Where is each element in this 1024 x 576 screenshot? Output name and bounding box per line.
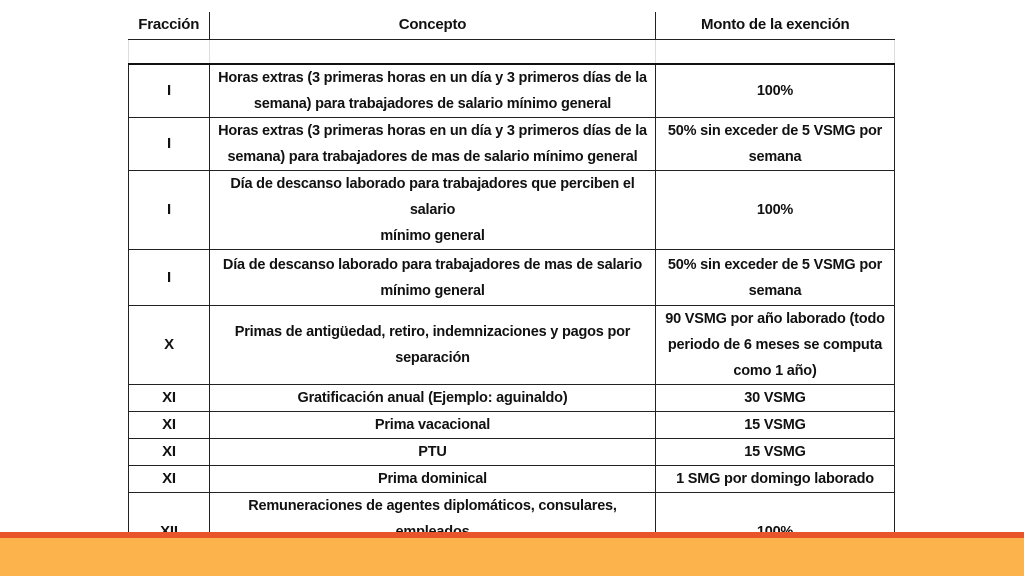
header-fraccion: Fracción	[129, 12, 210, 39]
monto-cell: 30 VSMG	[656, 385, 895, 412]
spacer-cell	[656, 39, 895, 64]
concepto-cell: Gratificación anual (Ejemplo: aguinaldo)	[210, 385, 656, 412]
concepto-line: Día de descanso laborado para trabajadores que perciben el salario	[230, 176, 635, 218]
footer-band	[0, 538, 1024, 576]
table-row	[129, 64, 895, 118]
concepto-line: mínimo general	[380, 282, 485, 299]
spacer-cell	[129, 39, 210, 64]
concepto-cell: Prima dominical	[210, 466, 656, 493]
monto-cell	[656, 64, 895, 118]
fraccion-cell: I	[129, 64, 210, 118]
concepto-line: Horas extras (3 primeras horas en un día y 3 primeros días de la	[218, 123, 647, 139]
table-row	[129, 250, 895, 306]
monto-line: 100%	[756, 202, 794, 218]
monto-cell	[656, 171, 895, 250]
table-spacer-row	[129, 39, 895, 64]
monto-cell: 15 VSMG	[656, 439, 895, 466]
table-header-row	[129, 12, 895, 39]
fraccion-cell: X	[129, 306, 210, 385]
header-concepto: Concepto	[210, 12, 656, 39]
monto-line: periodo de 6 meses se computa	[667, 337, 883, 353]
concepto-cell	[210, 250, 656, 306]
concepto-line: separación	[395, 350, 470, 366]
fraccion-cell: XI	[129, 466, 210, 493]
fraccion-cell: I	[129, 171, 210, 250]
concepto-cell	[210, 171, 656, 250]
concepto-line: Día de descanso laborado para trabajadores de mas de salario	[222, 256, 643, 273]
fraccion-cell: I	[129, 250, 210, 306]
monto-cell: 15 VSMG	[656, 412, 895, 439]
monto-cell: 1 SMG por domingo laborado	[656, 466, 895, 493]
table-row	[129, 385, 895, 412]
table-row	[129, 439, 895, 466]
table-row	[129, 118, 895, 171]
concepto-line: Horas extras (3 primeras horas en un día y 3 primeros días de la	[218, 70, 647, 86]
monto-line: 50% sin exceder de 5 VSMG por	[667, 123, 883, 139]
concepto-cell	[210, 306, 656, 385]
fraccion-cell: I	[129, 118, 210, 171]
fraccion-cell: XI	[129, 439, 210, 466]
concepto-line: semana) para trabajadores de mas de salario mínimo general	[227, 149, 638, 165]
spacer-cell	[210, 39, 656, 64]
table-row	[129, 171, 895, 250]
concepto-cell: Prima vacacional	[210, 412, 656, 439]
monto-line: semana	[748, 282, 802, 299]
monto-line: semana	[748, 149, 802, 165]
concepto-cell	[210, 64, 656, 118]
monto-line: 100%	[756, 83, 794, 99]
concepto-line: Remuneraciones de agentes diplomáticos, consulares,	[248, 498, 617, 514]
fraccion-cell: XI	[129, 385, 210, 412]
exemptions-table	[128, 12, 895, 572]
monto-cell	[656, 250, 895, 306]
monto-line: 90 VSMG por año laborado (todo	[665, 311, 885, 327]
concepto-line: mínimo general	[380, 228, 485, 244]
monto-cell	[656, 118, 895, 171]
table-row	[129, 466, 895, 493]
table-row	[129, 306, 895, 385]
monto-cell	[656, 306, 895, 385]
concepto-cell	[210, 118, 656, 171]
concepto-line: semana) para trabajadores de salario mínimo general	[253, 96, 612, 112]
monto-line: como 1 año)	[733, 363, 817, 379]
concepto-cell: PTU	[210, 439, 656, 466]
header-monto: Monto de la exención	[656, 12, 895, 39]
concepto-line: Primas de antigüedad, retiro, indemnizaciones y pagos por	[234, 324, 631, 340]
monto-line: 50% sin exceder de 5 VSMG por	[667, 256, 883, 273]
table-row	[129, 412, 895, 439]
fraccion-cell: XI	[129, 412, 210, 439]
